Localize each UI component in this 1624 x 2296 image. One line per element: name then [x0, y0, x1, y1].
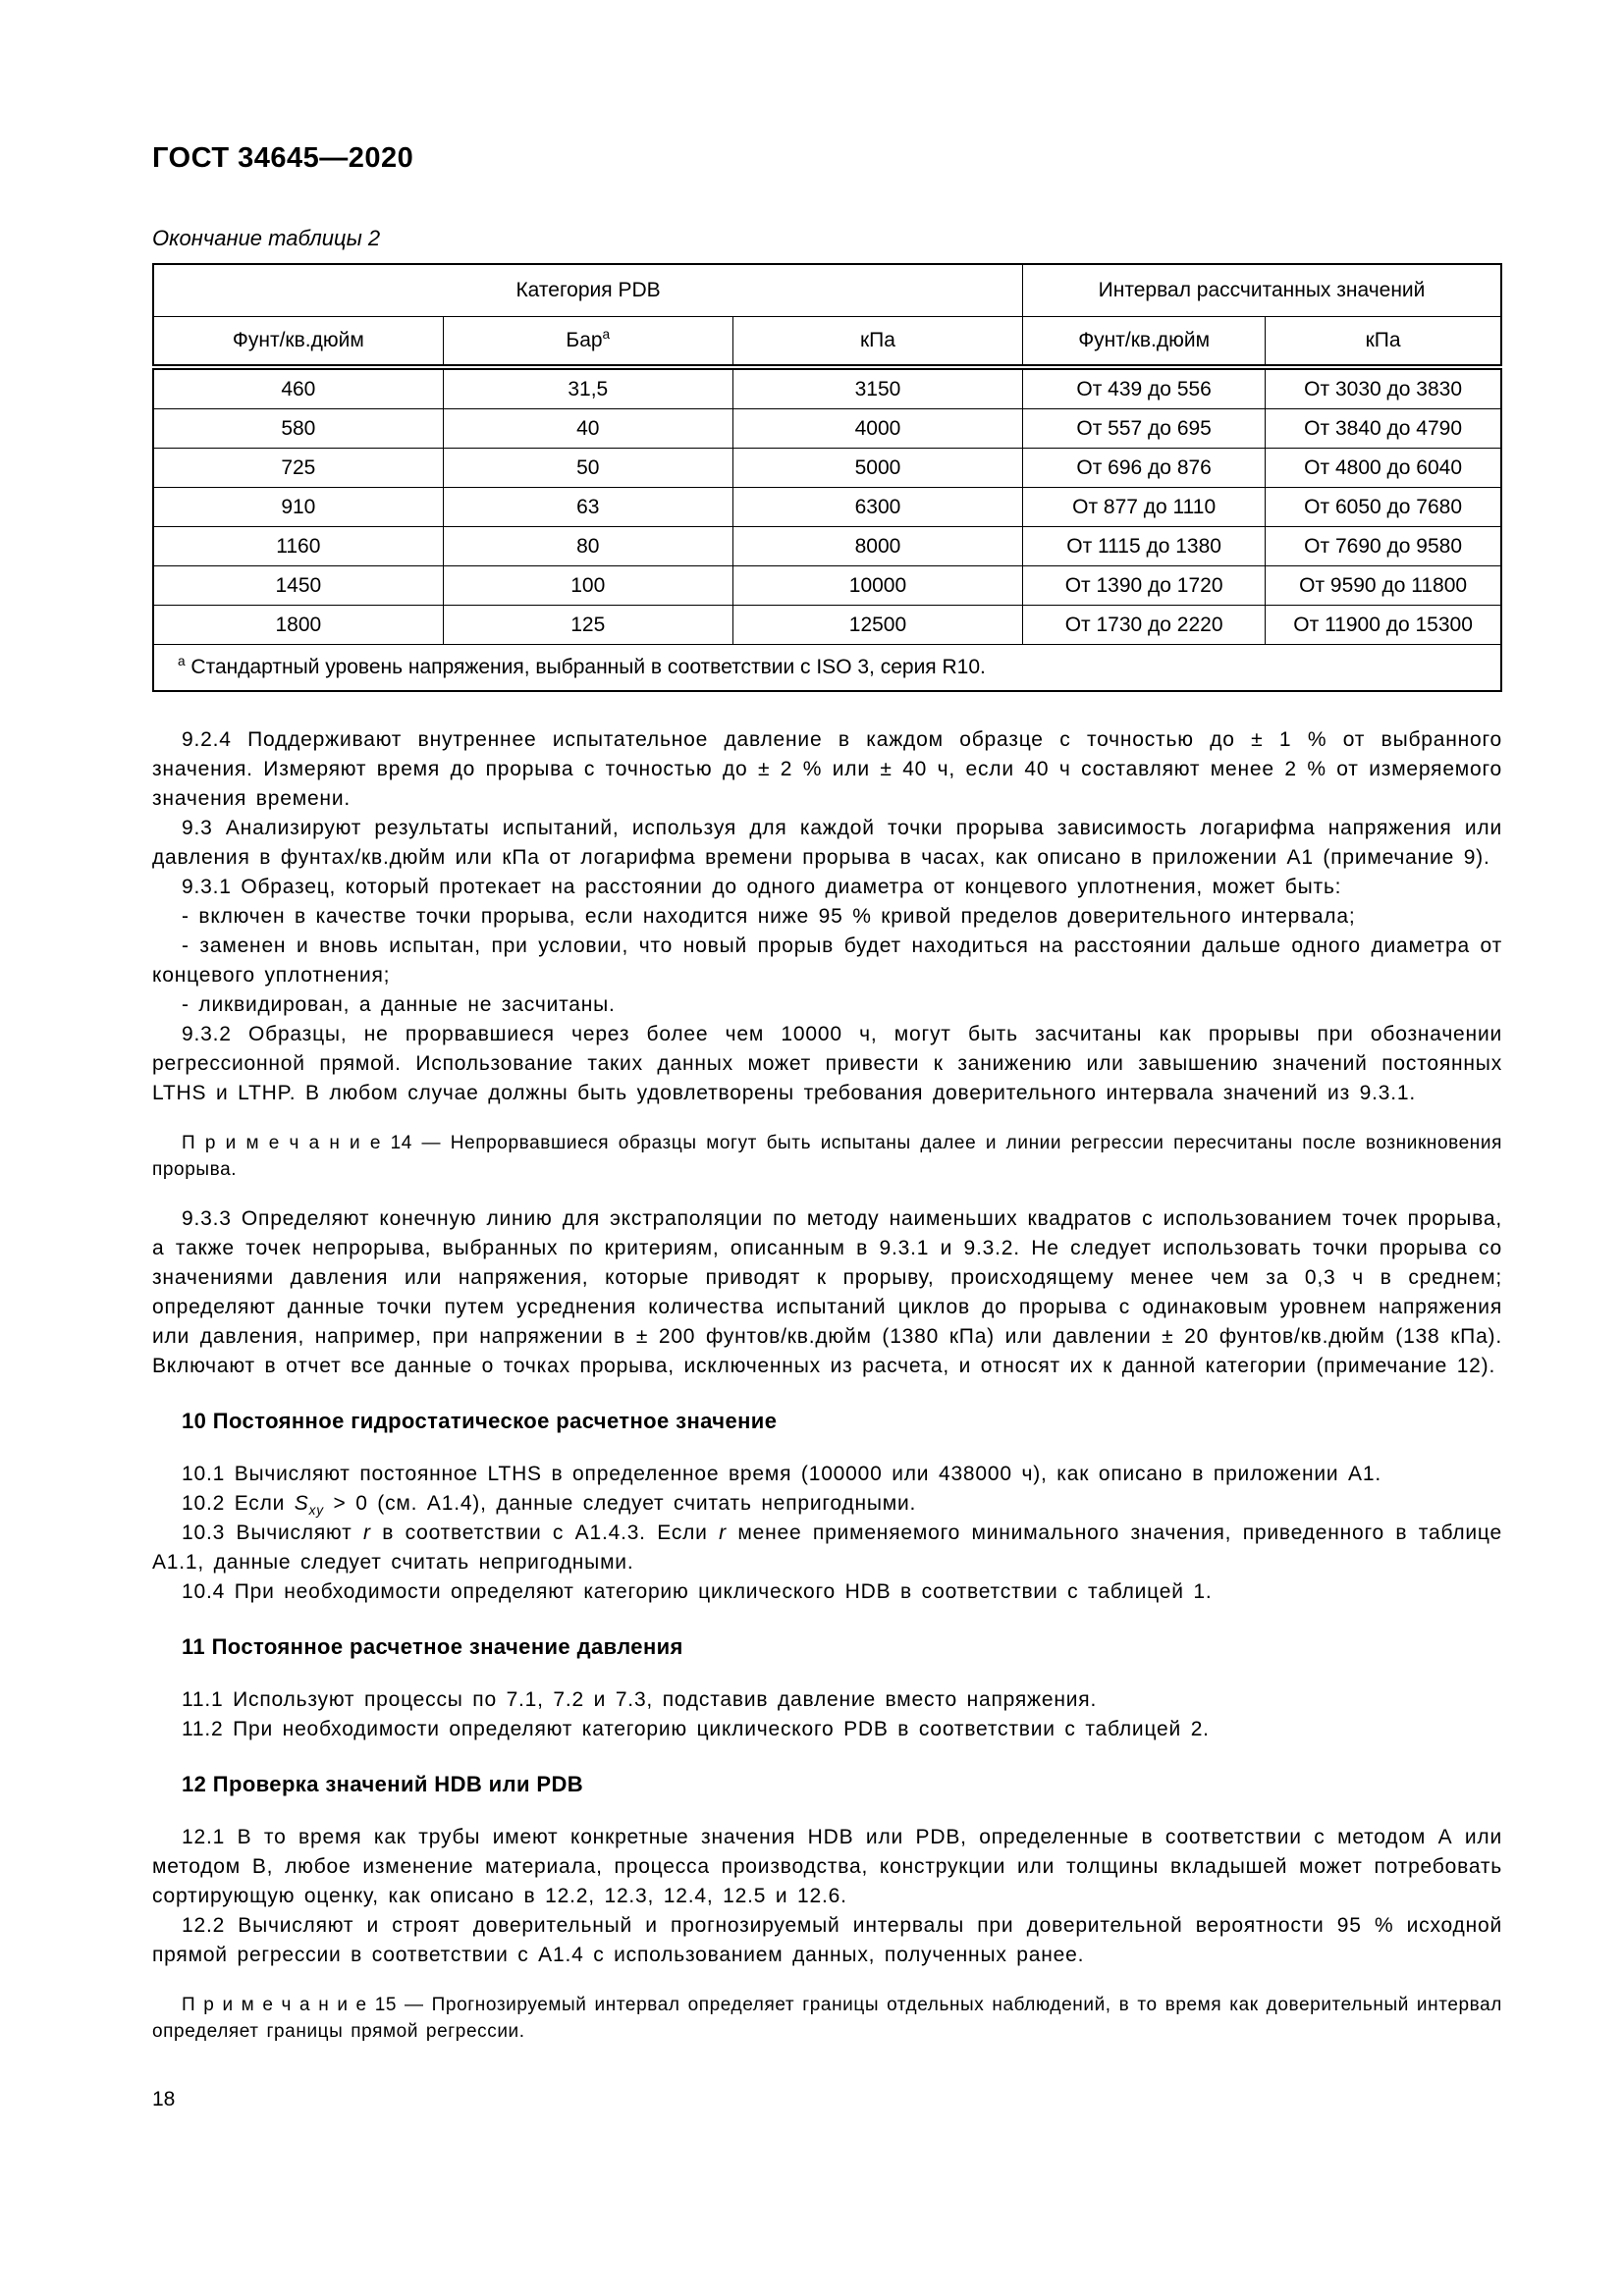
group-header-pdb: Категория PDB	[153, 264, 1023, 317]
col-header-label: Фунт/кв.дюйм	[232, 329, 364, 351]
table-cell: 1160	[153, 527, 443, 566]
table-cell: От 7690 до 9580	[1266, 527, 1501, 566]
table-cell: 100	[443, 566, 732, 606]
para-10-2-pre: 10.2 Если	[182, 1492, 295, 1515]
table-cell: От 3840 до 4790	[1266, 409, 1501, 449]
note-14: П р и м е ч а н и е 14 — Непрорвавшиеся образцы могут быть испытаны далее и линии регрессии пересчитаны после возникновения прорыва.	[152, 1133, 1502, 1180]
para-10-3-post: менее применяемого минимального значения, приведенного в таблице А1.1, данные следует считать непригодными.	[152, 1522, 1502, 1574]
para-10-3-mid: в соответствии с А1.4.3. Если	[370, 1522, 720, 1544]
table-cell: 1450	[153, 566, 443, 606]
table-cell: 910	[153, 488, 443, 527]
para-9-3: 9.3 Анализируют результаты испытаний, используя для каждой точки прорыва зависимость логарифма напряжения или давления в фунтах/кв.дюйм или кПа от логарифма времени прорыва в часах, как описано в приложении А1 (примечание 9).	[152, 817, 1502, 869]
table-cell: От 11900 до 15300	[1266, 606, 1501, 645]
para-11-1: 11.1 Используют процессы по 7.1, 7.2 и 7.3, подставив давление вместо напряжения.	[182, 1688, 1098, 1711]
table-cell: 5000	[732, 449, 1022, 488]
variable-r: r	[362, 1522, 371, 1544]
para-10-3	[152, 1519, 1502, 1577]
table-cell: 80	[443, 527, 732, 566]
col-header	[732, 317, 1022, 368]
pdb-table	[152, 263, 1502, 692]
table-cell: 4000	[732, 409, 1022, 449]
para-9-3-1-item-3: - ликвидирован, а данные не засчитаны.	[182, 993, 616, 1016]
table-row	[153, 606, 1501, 645]
table-cell: От 1730 до 2220	[1023, 606, 1266, 645]
table-cell: От 557 до 695	[1023, 409, 1266, 449]
table-cell: От 3030 до 3830	[1266, 367, 1501, 409]
table-cell: 10000	[732, 566, 1022, 606]
table-row	[153, 527, 1501, 566]
group-header-interval: Интервал рассчитанных значений	[1023, 264, 1501, 317]
table-cell: От 696 до 876	[1023, 449, 1266, 488]
col-header	[153, 317, 443, 368]
table-cell: От 1390 до 1720	[1023, 566, 1266, 606]
col-header-label: кПа	[859, 329, 895, 351]
table-cell: От 9590 до 11800	[1266, 566, 1501, 606]
para-9-3-3: 9.3.3 Определяют конечную линию для экстраполяции по методу наименьших квадратов с использованием точек прорыва, а также точек непрорыва, выбранных по критериям, описанным в 9.3.1 и 9.3.2. Не следует использовать точки прорыва со значениями давления или напряжения, которые приводят к прорыву, происходящему менее чем за 0,3 ч в среднем; определяют данные точки путем усреднения количества испытаний циклов до прорыва с одинаковым уровнем напряжения или давления, например, при напряжении в ± 200 фунтов/кв.дюйм (1380 кПа) или давлении ± 20 фунтов/кв.дюйм (138 кПа). Включают в отчет все данные о точках прорыва, исключенных из расчета, и относят их к данной категории (примечание 12).	[152, 1207, 1502, 1377]
table-cell: 460	[153, 367, 443, 409]
table-row	[153, 488, 1501, 527]
col-header	[443, 317, 732, 368]
table-row	[153, 449, 1501, 488]
table-cell: 50	[443, 449, 732, 488]
table-cell: 3150	[732, 367, 1022, 409]
col-header	[1023, 317, 1266, 368]
col-header	[1266, 317, 1501, 368]
variable-sxy-subscript: xy	[308, 1503, 324, 1519]
table-cell: От 4800 до 6040	[1266, 449, 1501, 488]
para-10-1: 10.1 Вычисляют постоянное LTHS в определенное время (100000 или 438000 ч), как описано в приложении А1.	[182, 1463, 1381, 1485]
para-10-4: 10.4 При необходимости определяют категорию циклического HDB в соответствии с таблицей 1.	[182, 1580, 1213, 1603]
table-cell: 725	[153, 449, 443, 488]
table-cell: 125	[443, 606, 732, 645]
table-cell: От 1115 до 1380	[1023, 527, 1266, 566]
footnote-marker: a	[602, 327, 611, 342]
para-9-3-1-item-2: - заменен и вновь испытан, при условии, что новый прорыв будет находиться на расстоянии дальше одного диаметра от концевого уплотнения;	[152, 934, 1502, 987]
heading-section-10: 10 Постоянное гидростатическое расчетное значение	[182, 1409, 778, 1433]
table-row	[153, 367, 1501, 409]
para-10-2	[152, 1489, 1502, 1519]
heading-section-12: 12 Проверка значений HDB или PDB	[182, 1772, 584, 1796]
table-row	[153, 409, 1501, 449]
table-cell: От 6050 до 7680	[1266, 488, 1501, 527]
table-subheader-row	[153, 317, 1501, 368]
variable-r: r	[719, 1522, 727, 1544]
table-group-header-row	[153, 264, 1501, 317]
table-caption: Окончание таблицы 2	[152, 226, 381, 250]
footnote-marker: a	[178, 654, 186, 668]
table-cell: 1800	[153, 606, 443, 645]
table-cell: 63	[443, 488, 732, 527]
table-cell: От 877 до 1110	[1023, 488, 1266, 527]
para-9-3-2: 9.3.2 Образцы, не прорвавшиеся через более чем 10000 ч, могут быть засчитаны как прорывы при обозначении регрессионной прямой. Использование таких данных может привести к занижению или завышению значений постоянных LTHS и LTHP. В любом случае должны быть удовлетворены требования доверительного интервала значений из 9.3.1.	[152, 1023, 1502, 1104]
table-cell: 12500	[732, 606, 1022, 645]
table-cell: 8000	[732, 527, 1022, 566]
para-9-3-1-item-1: - включен в качестве точки прорыва, если находится ниже 95 % кривой пределов доверительного интервала;	[182, 905, 1356, 928]
footnote-text: Стандартный уровень напряжения, выбранный в соответствии с ISO 3, серия R10.	[185, 656, 986, 678]
table-row	[153, 566, 1501, 606]
table-cell: 31,5	[443, 367, 732, 409]
note-15: П р и м е ч а н и е 15 — Прогнозируемый интервал определяет границы отдельных наблюдений, в то время как доверительный интервал определяет границы прямой регрессии.	[152, 1995, 1502, 2042]
para-12-1: 12.1 В то время как трубы имеют конкретные значения HDB или PDB, определенные в соответствии с методом А или методом В, любое изменение материала, процесса производства, конструкции или толщины вкладышей может потребовать сортирующую оценку, как описано в 12.2, 12.3, 12.4, 12.5 и 12.6.	[152, 1826, 1502, 1907]
para-10-2-post: > 0 (см. А1.4), данные следует считать непригодными.	[323, 1492, 917, 1515]
table-footnote	[153, 645, 1501, 692]
para-9-3-1: 9.3.1 Образец, который протекает на расстоянии до одного диаметра от концевого уплотнения, может быть:	[182, 876, 1342, 898]
para-10-3-pre: 10.3 Вычисляют	[182, 1522, 363, 1544]
heading-section-11: 11 Постоянное расчетное значение давления	[182, 1634, 683, 1659]
para-11-2: 11.2 При необходимости определяют категорию циклического PDB в соответствии с таблицей 2.	[182, 1718, 1210, 1740]
table-footnote-row	[153, 645, 1501, 692]
body-text	[152, 725, 1502, 2045]
col-header-label: кПа	[1365, 329, 1401, 351]
col-header-label: Бар	[566, 329, 603, 351]
col-header-label: Фунт/кв.дюйм	[1078, 329, 1211, 351]
para-9-2-4: 9.2.4 Поддерживают внутреннее испытательное давление в каждом образце с точностью до ± 1 % от выбранного значения. Измеряют время до прорыва с точностью до ± 2 % или ± 40 ч, если 40 ч составляют менее 2 % от измеряемого значения времени.	[152, 728, 1502, 810]
table-cell: От 439 до 556	[1023, 367, 1266, 409]
table-cell: 6300	[732, 488, 1022, 527]
variable-sxy	[294, 1492, 324, 1519]
table-cell: 580	[153, 409, 443, 449]
table-cell: 40	[443, 409, 732, 449]
para-12-2: 12.2 Вычисляют и строят доверительный и прогнозируемый интервалы при доверительной вероятности 95 % исходной прямой регрессии в соответствии с А1.4 с использованием данных, полученных ранее.	[152, 1914, 1502, 1966]
variable-sxy-symbol: S	[294, 1492, 309, 1515]
doc-title: ГОСТ 34645—2020	[152, 142, 414, 174]
page-number: 18	[152, 2088, 176, 2110]
